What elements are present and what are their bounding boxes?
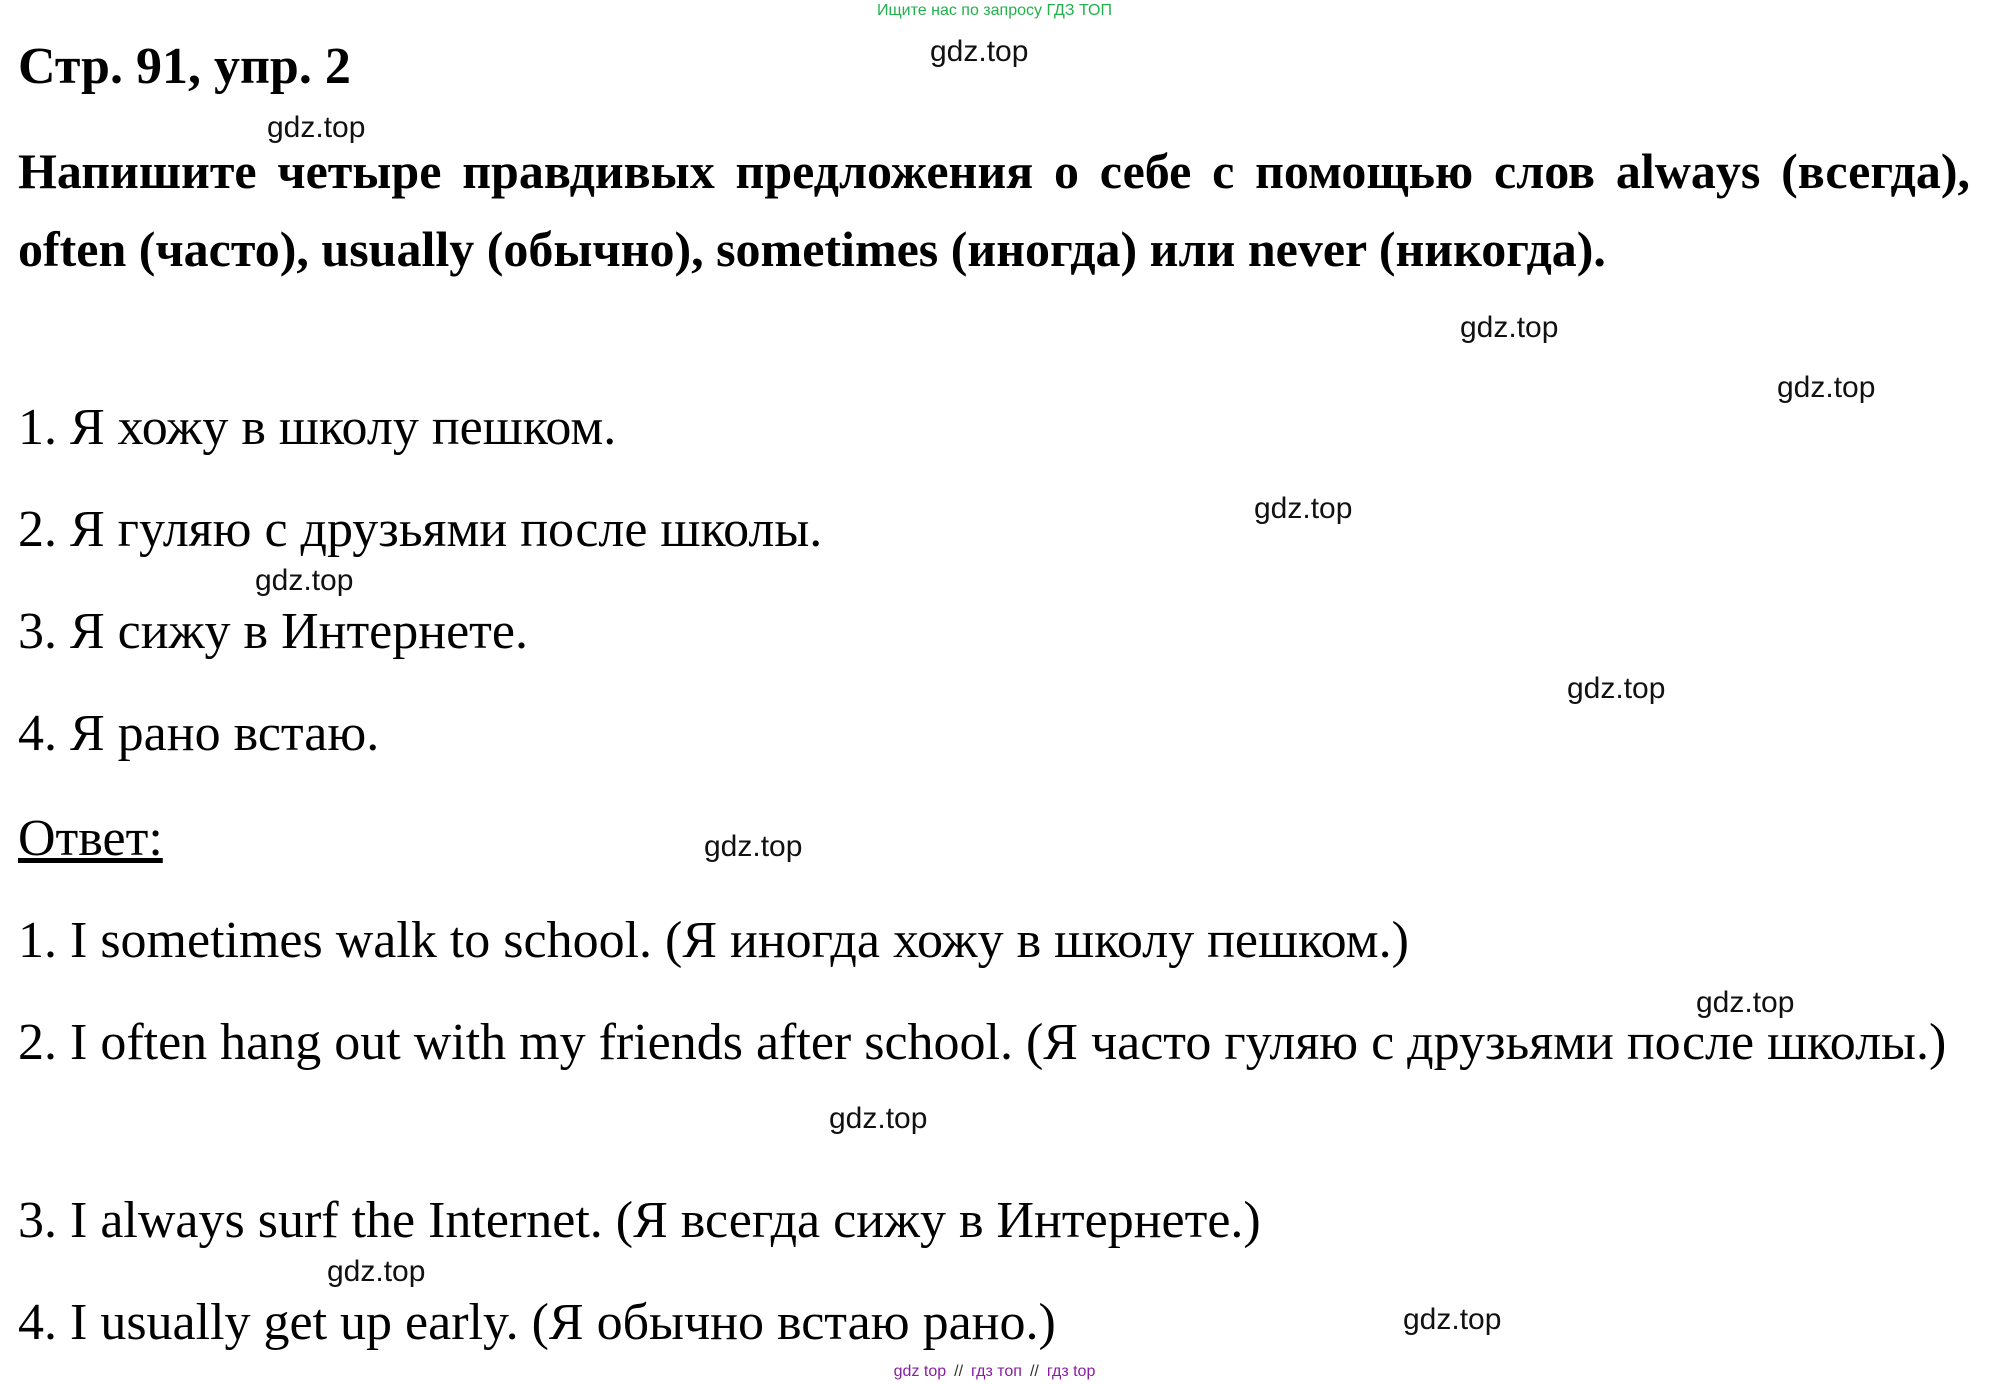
- separator: //: [954, 1363, 964, 1380]
- separator: //: [1029, 1363, 1039, 1380]
- watermark: gdz.top: [1460, 311, 1559, 344]
- watermark: gdz.top: [704, 830, 803, 863]
- sentence-2: 2. Я гуляю с друзьями после школы.: [18, 501, 823, 558]
- watermark: gdz.top: [1254, 492, 1353, 525]
- answer-2: 2. I often hang out with my friends after school. (Я часто гуляю с друзьями после школы.): [18, 1014, 1947, 1071]
- page-title: Стр. 91, упр. 2: [18, 38, 351, 95]
- watermark: gdz.top: [327, 1255, 426, 1288]
- watermark: gdz.top: [829, 1102, 928, 1135]
- bottom-link-1[interactable]: gdz top: [893, 1363, 947, 1380]
- task-text: Напишите четыре правдивых предложения о себе с помощью слов always (всегда), often (часто), usually (обычно), sometimes (иногда) или never (никогда).: [18, 143, 1970, 277]
- sentence-4: 4. Я рано встаю.: [18, 705, 380, 762]
- answer-4: 4. I usually get up early. (Я обычно встаю рано.): [18, 1294, 1056, 1351]
- watermark: gdz.top: [930, 35, 1029, 68]
- watermark: gdz.top: [267, 111, 366, 144]
- answer-3: 3. I always surf the Internet. (Я всегда сижу в Интернете.): [18, 1192, 1261, 1249]
- sentence-3: 3. Я сижу в Интернете.: [18, 603, 528, 660]
- watermark: gdz.top: [1696, 986, 1795, 1019]
- answer-1: 1. I sometimes walk to school. (Я иногда хожу в школу пешком.): [18, 912, 1409, 969]
- watermark: gdz.top: [1403, 1303, 1502, 1336]
- bottom-link-3[interactable]: гдз top: [1046, 1363, 1096, 1380]
- watermark: gdz.top: [1567, 672, 1666, 705]
- answer-label: Ответ:: [18, 810, 163, 867]
- bottom-banner: [0, 1361, 1989, 1383]
- watermark: gdz.top: [1777, 371, 1876, 404]
- top-banner[interactable]: Ищите нас по запросу ГДЗ ТОП: [877, 2, 1112, 19]
- watermark: gdz.top: [255, 564, 354, 597]
- sentence-1: 1. Я хожу в школу пешком.: [18, 399, 617, 456]
- bottom-link-2[interactable]: гдз топ: [971, 1363, 1022, 1380]
